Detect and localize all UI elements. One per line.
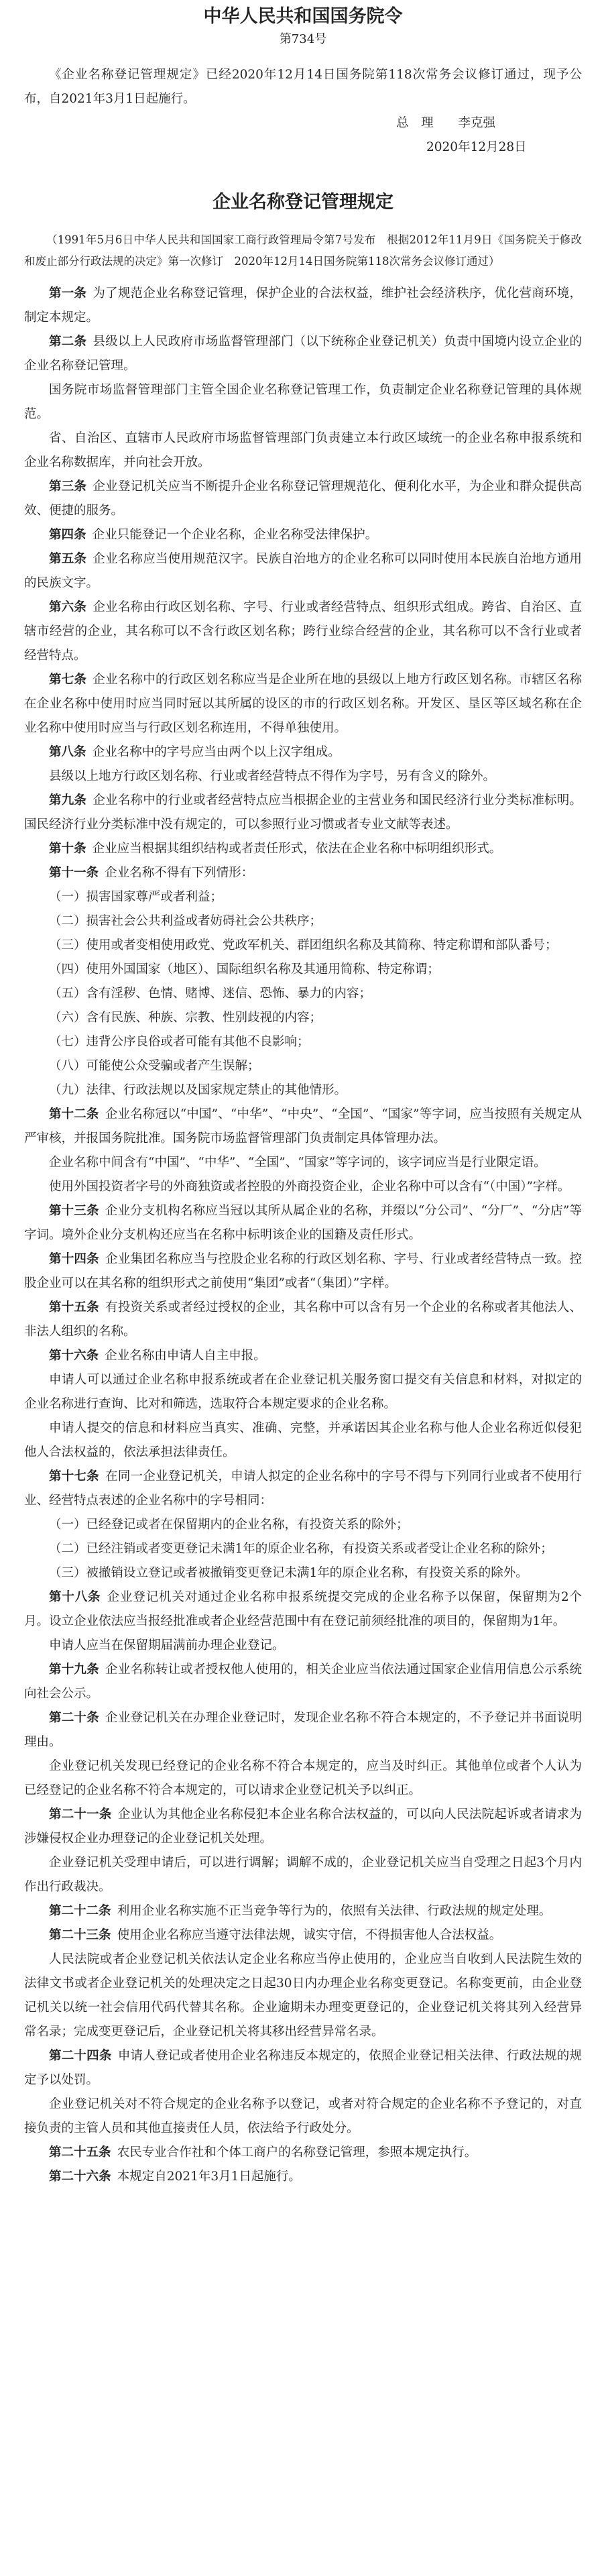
article-text: （三）使用或者变相使用政党、党政军机关、群团组织名称及其简称、特定称谓和部队番号；: [49, 938, 558, 952]
article-number: 第五条: [49, 552, 87, 566]
article-subparagraph: [24, 1634, 582, 1658]
order-title: 中华人民共和国国务院令: [203, 6, 403, 27]
article-number: 第十四条: [49, 1252, 99, 1266]
article-text: 在同一企业登记机关，申请人拟定的企业名称中的字号不得与下列同行业或者不使用行业、经营特点表述的企业名称中的字号相同：: [24, 1469, 582, 1508]
article-text: 使用外国投资者字号的外商独资或者控股的外商投资企业，企业名称中可以含有“（中国）”字样。: [49, 1180, 570, 1194]
article-text: （四）使用外国国家（地区）、国际组织名称及其通用简称、特定称谓；: [49, 962, 440, 976]
article-text: 申请人登记或者使用企业名称违反本规定的，依照企业登记相关法律、行政法规的规定予以处罚。: [24, 2049, 582, 2087]
article-subparagraph: [24, 1513, 582, 1537]
article-text: 企业登记机关在办理企业登记时，发现企业名称不符合本规定的，不予登记并书面说明理由。: [24, 1711, 582, 1749]
article-subparagraph: [24, 1416, 582, 1465]
article-number: 第二十一条: [49, 1807, 112, 1822]
article-text: 企业只能登记一个企业名称，企业名称受法律保护。: [92, 528, 378, 542]
article-text: 企业认为其他企业名称侵犯本企业名称合法权益的，可以向人民法院起诉或者请求为涉嫌侵权企业办理登记的企业登记机关处理。: [24, 1807, 582, 1846]
article-text: 为了规范企业名称登记管理，保护企业的合法权益，维护社会经济秩序，优化营商环境，制定本规定。: [24, 286, 582, 325]
article-number: 第二十四条: [49, 2049, 112, 2063]
article-text: 企业名称转让或者授权他人使用的，相关企业应当依法通过国家企业信用信息公示系统向社会公示。: [24, 1663, 582, 1701]
article-subparagraph: [24, 982, 582, 1006]
article-paragraph: [24, 861, 582, 885]
article-paragraph: [24, 330, 582, 378]
article-text: （一）已经登记或者在保留期内的企业名称，有投资关系的除外；: [49, 1518, 409, 1532]
articles-list: [24, 282, 582, 2189]
article-paragraph: [24, 1103, 582, 1151]
article-paragraph: [24, 282, 582, 330]
article-text: （一）损害国家尊严或者利益；: [49, 890, 223, 904]
article-subparagraph: [24, 885, 582, 909]
article-number: 第四条: [49, 528, 86, 542]
article-paragraph: [24, 1344, 582, 1368]
signature-line: [396, 111, 582, 135]
article-text: 本规定自2021年3月1日起施行。: [117, 2170, 301, 2184]
article-text: 国务院市场监督管理部门主管全国企业名称登记管理工作，负责制定企业名称登记管理的具体规范。: [24, 383, 582, 421]
article-number: 第十九条: [49, 1663, 99, 1677]
article-paragraph: [24, 1658, 582, 1706]
article-text: 企业集团名称应当与控股企业名称的行政区划名称、字号、行业或者经营特点一致。控股企业可以在其名称的组织形式之前使用“集团”或者“（集团）”字样。: [24, 1252, 582, 1290]
article-paragraph: [24, 1296, 582, 1344]
article-subparagraph: [24, 1851, 582, 1899]
article-subparagraph: [24, 934, 582, 958]
article-text: 申请人可以通过企业名称申报系统或者在企业登记机关服务窗口提交有关信息和材料，对拟定的企业名称进行查询、比对和筛选，选取符合本规定要求的企业名称。: [24, 1373, 582, 1411]
article-text: （九）法律、行政法规以及国家规定禁止的其他情形。: [49, 1083, 347, 1097]
revision-note: （1991年5月6日中华人民共和国国家工商行政管理局令第7号发布 根据2012年11月9日《国务院关于修改和废止部分行政法规的决定》第一次修订 2020年12月14日国务院第118次常务会议修订通过）: [24, 233, 582, 268]
article-paragraph: [24, 1923, 582, 1948]
article-text: 企业名称中的字号应当由两个以上汉字组成。: [92, 745, 341, 759]
article-subparagraph: [24, 1948, 582, 2044]
article-text: （二）已经注销或者变更登记未满1年的原企业名称，有投资关系或者受让企业名称的除外；: [49, 1542, 553, 1556]
article-text: （七）违背公序良俗或者可能有其他不良影响；: [49, 1035, 310, 1049]
article-number: 第一条: [49, 286, 87, 300]
article-text: 有投资关系或者经过授权的企业，其名称中可以含有另一个企业的名称或者其他法人、非法人组织的名称。: [24, 1300, 582, 1339]
article-number: 第十二条: [49, 1107, 99, 1121]
article-number: 第二十五条: [49, 2145, 111, 2160]
article-number: 第二十三条: [49, 1928, 111, 1942]
article-text: （六）含有民族、种族、宗教、性别歧视的内容；: [49, 1011, 322, 1025]
article-text: 企业登记机关受理申请后，可以进行调解；调解不成的，企业登记机关应当自受理之日起3个月内作出行政裁决。: [24, 1856, 582, 1894]
article-number: 第十六条: [49, 1349, 99, 1363]
article-number: 第八条: [49, 745, 86, 759]
article-text: 企业名称由申请人自主申报。: [105, 1349, 266, 1363]
article-paragraph: [24, 523, 582, 547]
article-subparagraph: [24, 2092, 582, 2141]
article-text: 使用企业名称应当遵守法律法规，诚实守信，不得损害他人合法权益。: [117, 1928, 502, 1942]
article-paragraph: [24, 547, 582, 596]
article-subparagraph: [24, 765, 582, 789]
article-paragraph: [24, 1465, 582, 1513]
article-subparagraph: [24, 1054, 582, 1078]
article-text: 企业名称中的行业或者经营特点应当根据企业的主营业务和国民经济行业分类标准标明。国民经济行业分类标准中没有规定的，可以参照行业习惯或者专业文献等表述。: [24, 793, 582, 832]
article-subparagraph: [24, 1537, 582, 1561]
article-number: 第二十二条: [49, 1904, 111, 1918]
article-paragraph: [24, 1803, 582, 1851]
decree-date: 2020年12月28日: [426, 140, 527, 154]
article-text: （五）含有淫秽、色情、赌博、迷信、恐怖、暴力的内容；: [49, 987, 372, 1001]
article-number: 第二条: [49, 335, 87, 349]
article-paragraph: [24, 475, 582, 523]
regulation-title: 企业名称登记管理规定: [213, 192, 393, 213]
article-text: 企业应当根据其组织结构或者责任形式，依法在企业名称中标明组织形式。: [92, 842, 502, 856]
article-text: 企业分支机构名称应当冠以其所从属企业的名称，并缀以“分公司”、“分厂”、“分店”等字词。境外企业分支机构还应当在名称中标明该企业的国籍及责任形式。: [24, 1204, 582, 1242]
article-text: 利用企业名称实施不正当竞争等行为的，依照有关法律、行政法规的规定处理。: [117, 1904, 552, 1918]
article-text: 申请人提交的信息和材料应当真实、准确、完整，并承诺因其企业名称与他人企业名称近似侵犯他人合法权益的，依法承担法律责任。: [24, 1421, 582, 1459]
article-text: 省、自治区、直辖市人民政府市场监督管理部门负责建立本行政区域统一的企业名称申报系统和企业名称数据库，并向社会开放。: [24, 431, 582, 469]
article-paragraph: [24, 1706, 582, 1754]
article-text: （八）可能使公众受骗或者产生误解；: [49, 1059, 260, 1073]
decree-text: 《企业名称登记管理规定》已经2020年12月14日国务院第118次常务会议修订通过，现予公布，自2021年3月1日起施行。: [24, 68, 582, 106]
article-number: 第十八条: [49, 1590, 101, 1604]
article-paragraph: [24, 740, 582, 765]
article-subparagraph: [24, 909, 582, 934]
article-paragraph: [24, 596, 582, 668]
article-number: 第六条: [49, 600, 87, 614]
article-subparagraph: [24, 1030, 582, 1054]
article-number: 第二十六条: [49, 2170, 111, 2184]
article-subparagraph: [24, 1151, 582, 1175]
article-subparagraph: [24, 378, 582, 427]
signer-name: 李克强: [458, 116, 496, 130]
article-subparagraph: [24, 1368, 582, 1416]
article-paragraph: [24, 789, 582, 837]
article-subparagraph: [24, 1175, 582, 1199]
article-paragraph: [24, 668, 582, 740]
article-subparagraph: [24, 427, 582, 475]
article-paragraph: [24, 1899, 582, 1923]
article-text: 企业登记机关应当不断提升企业名称登记管理规范化、便利化水平，为企业和群众提供高效、便捷的服务。: [24, 480, 582, 518]
article-subparagraph: [24, 1754, 582, 1803]
article-paragraph: [24, 2141, 582, 2165]
article-number: 第十三条: [49, 1204, 99, 1218]
article-text: 企业名称中的行政区划名称应当是企业所在地的县级以上地方行政区划名称。市辖区名称在企业名称中使用时应当同时冠以其所属的设区的市的行政区划名称。开发区、垦区等区域名称在企业名称中使用时应当与行政区划名称连用，不得单独使用。: [24, 673, 582, 735]
article-text: （三）被撤销设立登记或者被撤销变更登记未满1年的原企业名称，有投资关系的除外。: [49, 1566, 528, 1580]
article-text: 企业名称冠以“中国”、“中华”、“中央”、“全国”、“国家”等字词，应当按照有关规定从严审核，并报国务院批准。国务院市场监督管理部门负责制定具体管理办法。: [24, 1107, 582, 1145]
article-text: 企业登记机关对不符合规定的企业名称予以登记，或者对符合规定的企业名称不予登记的，对直接负责的主管人员和其他直接责任人员，依法给予行政处分。: [24, 2097, 582, 2135]
article-text: 农民专业合作社和个体工商户的名称登记管理，参照本规定执行。: [117, 2145, 477, 2160]
article-subparagraph: [24, 1006, 582, 1030]
article-paragraph: [24, 1199, 582, 1247]
article-number: 第三条: [49, 480, 87, 494]
article-number: 第十五条: [49, 1300, 99, 1314]
article-text: 申请人应当在保留期届满前办理企业登记。: [49, 1638, 285, 1653]
article-text: 企业名称中间含有“中国”、“中华”、“全国”、“国家”等字词的，该字词应当是行业限定语。: [49, 1156, 546, 1170]
article-paragraph: [24, 1247, 582, 1296]
article-text: 县级以上人民政府市场监督管理部门（以下统称企业登记机关）负责中国境内设立企业的企业名称登记管理。: [24, 335, 582, 373]
article-text: 县级以上地方行政区划名称、行业或者经营特点不得作为字号，另有含义的除外。: [49, 769, 496, 783]
signer-title: 总 理: [396, 116, 434, 130]
article-text: 企业登记机关发现已经登记的企业名称不符合本规定的，应当及时纠正。其他单位或者个人认为已经登记的企业名称不符合本规定的，可以请求企业登记机关予以纠正。: [24, 1759, 582, 1797]
article-subparagraph: [24, 1078, 582, 1103]
article-subparagraph: [24, 958, 582, 982]
article-paragraph: [24, 1585, 582, 1634]
order-number: 第734号: [279, 32, 327, 46]
article-number: 第十七条: [49, 1469, 99, 1483]
article-text: （二）损害社会公共利益或者妨碍社会公共秩序；: [49, 914, 322, 928]
article-text: 企业登记机关对通过企业名称申报系统提交完成的企业名称予以保留，保留期为2个月。设立企业依法应当报经批准或者企业经营范围中有在登记前须经批准的项目的，保留期为1年。: [24, 1590, 582, 1628]
article-paragraph: [24, 2165, 582, 2189]
article-number: 第九条: [49, 793, 87, 807]
article-number: 第十一条: [49, 866, 99, 880]
article-text: 人民法院或者企业登记机关依法认定企业名称应当停止使用的，企业应当自收到人民法院生效的法律文书或者企业登记机关的处理决定之日起30日内办理企业名称变更登记。名称变更前，由企业登记机关以统一社会信用代码代替其名称。企业逾期未办理变更登记的，企业登记机关将其列入经营异常名录；完成变更登记后，企业登记机关将其移出经营异常名录。: [24, 1952, 582, 2039]
article-text: 企业名称不得有下列情形：: [105, 866, 254, 880]
article-number: 第二十条: [49, 1711, 99, 1725]
article-paragraph: [24, 837, 582, 861]
article-subparagraph: [24, 1561, 582, 1585]
article-text: 企业名称由行政区划名称、字号、行业或者经营特点、组织形式组成。跨省、自治区、直辖市经营的企业，其名称可以不含行政区划名称；跨行业综合经营的企业，其名称可以不含行业或者经营特点。: [24, 600, 582, 663]
article-paragraph: [24, 2044, 582, 2092]
article-text: 企业名称应当使用规范汉字。民族自治地方的企业名称可以同时使用本民族自治地方通用的民族文字。: [24, 552, 582, 590]
article-number: 第七条: [49, 673, 87, 687]
article-number: 第十条: [49, 842, 86, 856]
